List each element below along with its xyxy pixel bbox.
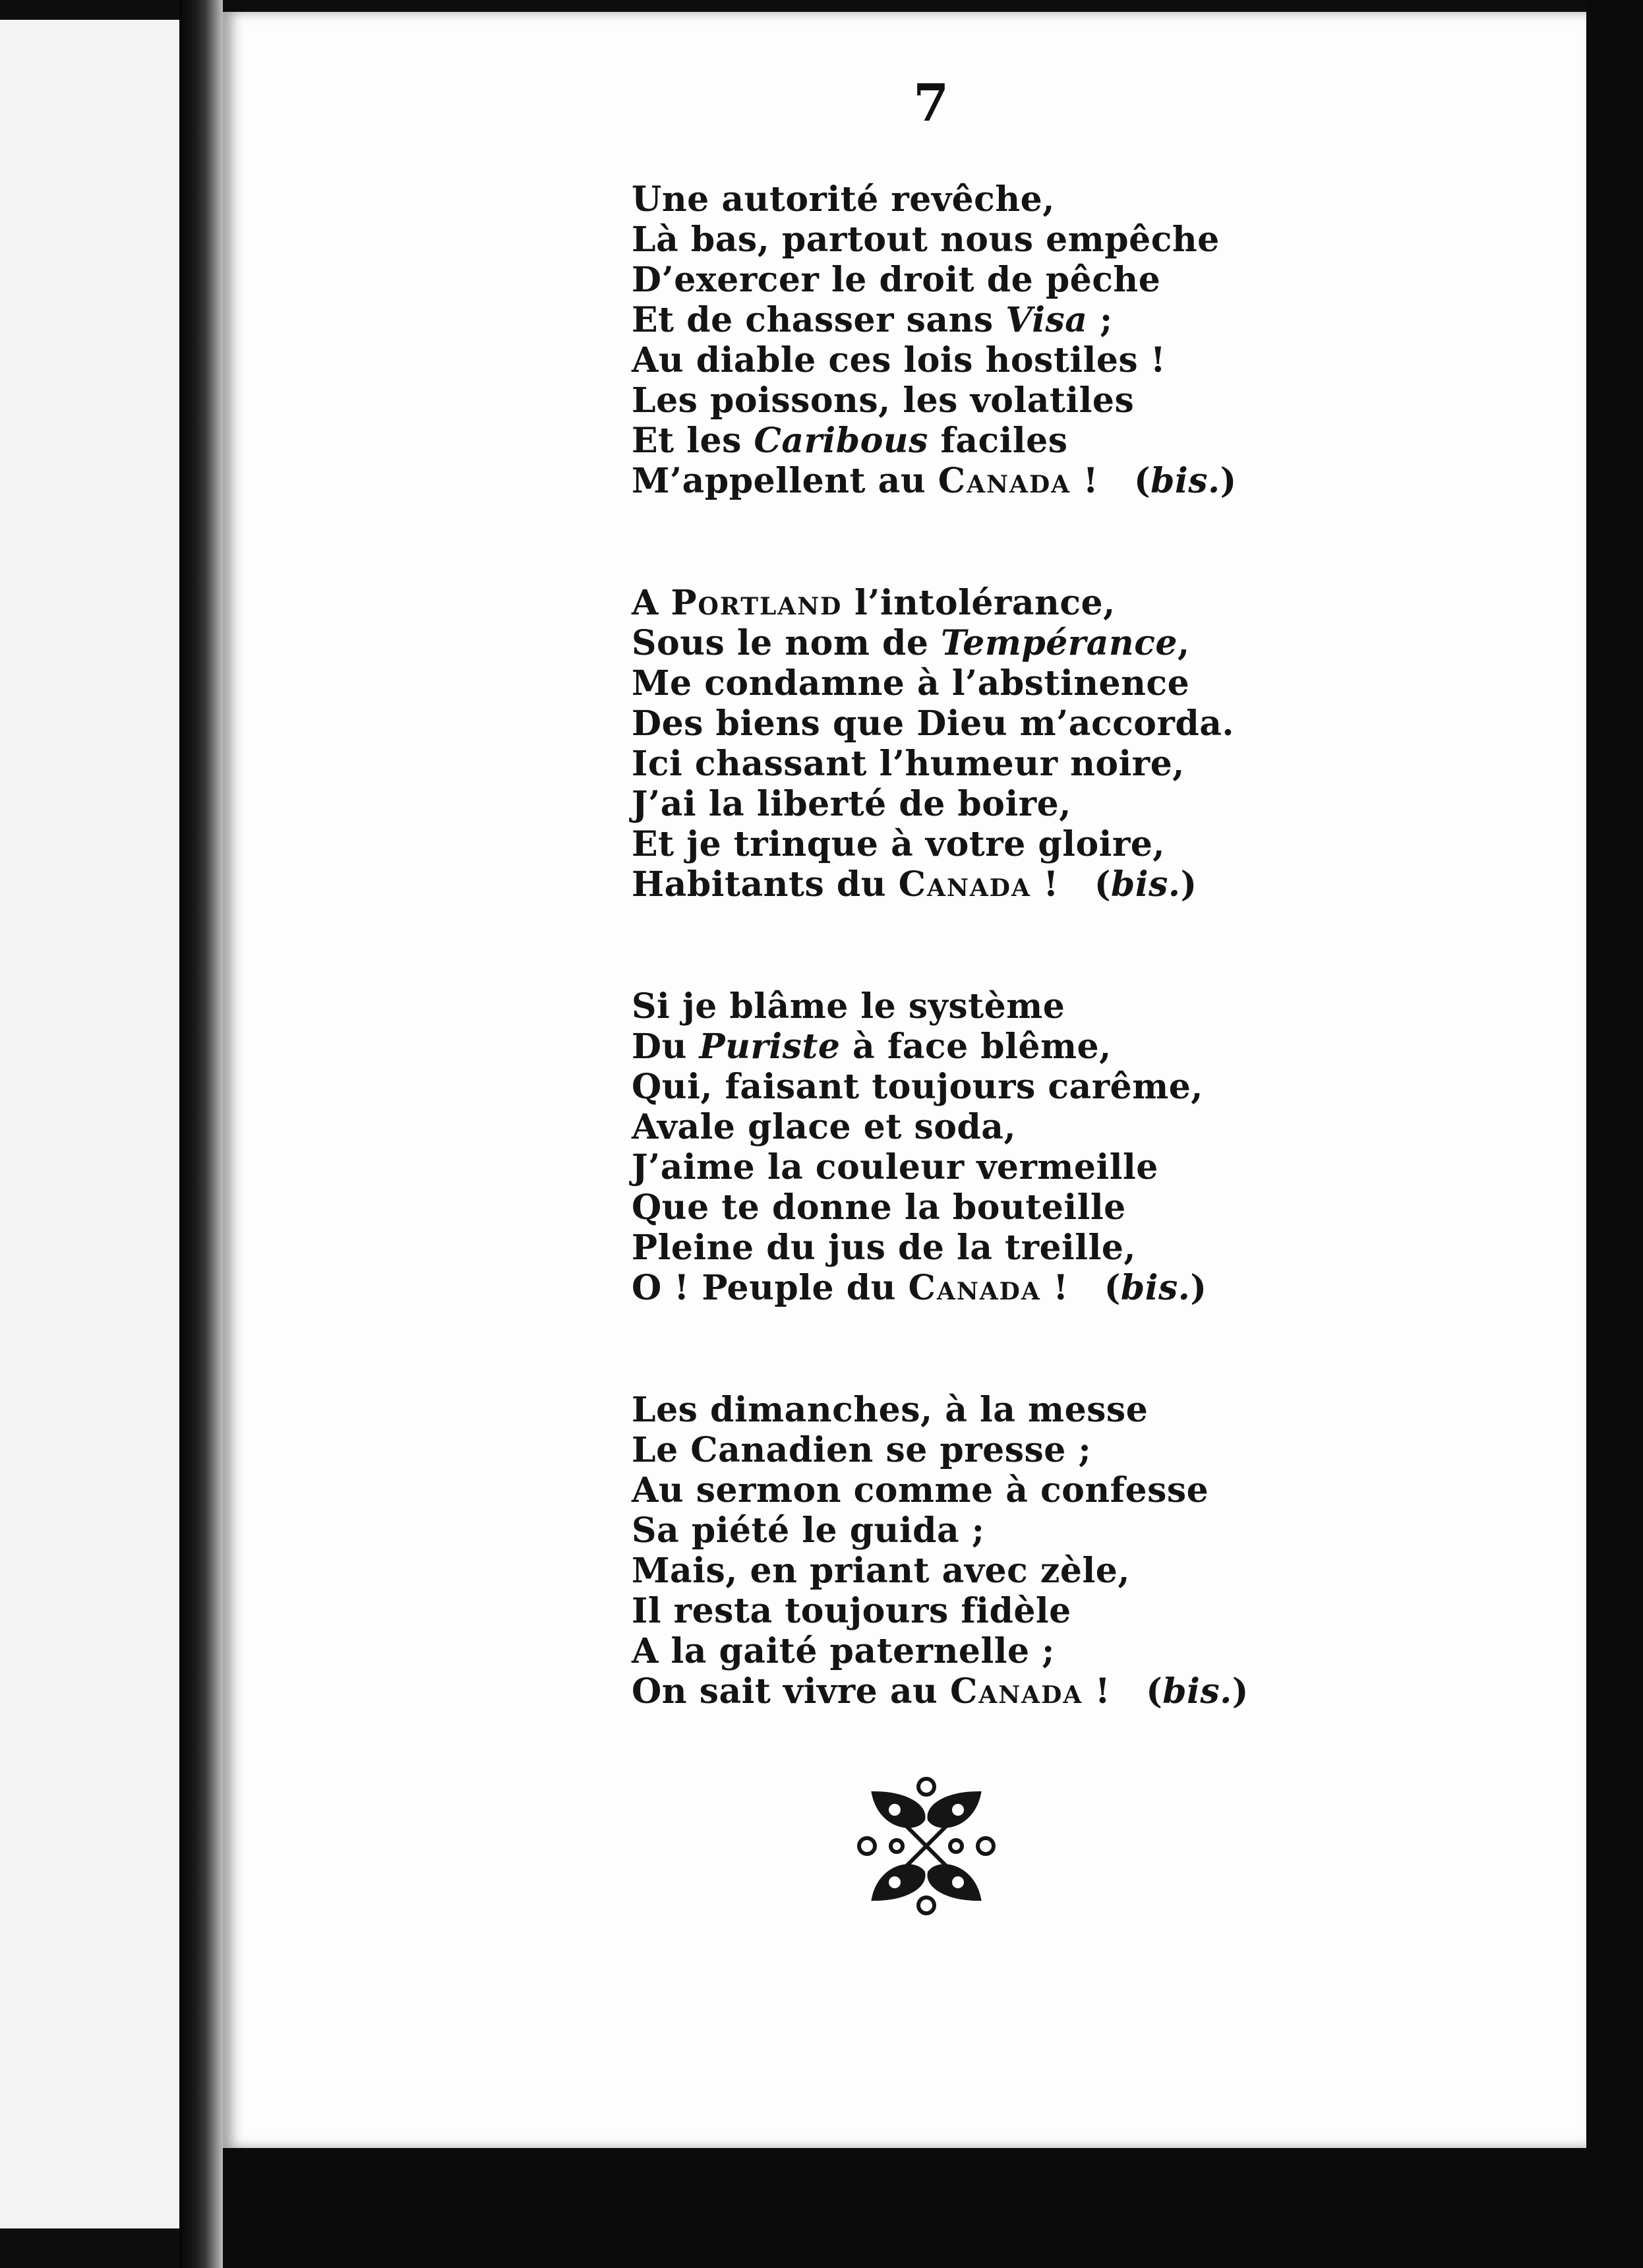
refrain-mark: (bis.) [1146,1671,1249,1712]
verse-line: J’aime la couleur vermeille [632,1147,1158,1187]
page-number: 7 [913,73,949,133]
verse-line: Ici chassant l’humeur noire, [632,744,1185,784]
verse-line: Mais, en priant avec zèle, [632,1551,1130,1591]
verse-line: Que te donne la bouteille [632,1187,1126,1228]
verse-line: A Portland l’intolérance, [632,583,1116,623]
verse-line: J’ai la liberté de boire, [632,784,1071,824]
verse-line: Pleine du jus de la treille, [632,1228,1137,1268]
verse-line: Et je trinque à votre gloire, [632,824,1166,864]
verse-line: A la gaité paternelle ; [632,1631,1055,1671]
verse-line: Au diable ces lois hostiles ! [632,340,1166,380]
verse-line: Avale glace et soda, [632,1107,1017,1147]
verse-line: Sous le nom de Tempérance, [632,623,1190,663]
verse-line: Me condamne à l’abstinence [632,663,1190,703]
scan-border-right [1586,0,1643,2268]
scan-border-bottom [223,2148,1586,2268]
verse-line: Sa piété le guida ; [632,1510,985,1551]
verse-line: Au sermon comme à confesse [632,1470,1209,1510]
verse-line: Les poissons, les volatiles [632,380,1135,421]
refrain-mark: (bis.) [1134,461,1237,501]
verse-line: O ! Peuple du Canada ! (bis.) [632,1268,1207,1308]
verse-line: Qui, faisant toujours carême, [632,1067,1203,1107]
verse-line: Du Puriste à face blême, [632,1027,1112,1067]
verse-line: Et de chasser sans Visa ; [632,300,1113,340]
refrain-mark: (bis.) [1094,864,1197,905]
verse-line: Les dimanches, à la messe [632,1390,1149,1430]
previous-page-edge [0,20,179,2228]
verse-line: On sait vivre au Canada ! (bis.) [632,1671,1249,1712]
verse-line: Si je blâme le système [632,986,1065,1027]
verse-line: Des biens que Dieu m’accorda. [632,703,1235,744]
stanza [632,986,1555,1308]
verse-line: Et les Caribous faciles [632,421,1068,461]
verse-line: Le Canadien se presse ; [632,1430,1092,1470]
stanza [632,583,1555,905]
fleuron-ornament-icon [854,1774,999,1919]
verse-line: Une autorité revêche, [632,179,1055,220]
verse-line: Il resta toujours fidèle [632,1591,1071,1631]
refrain-mark: (bis.) [1104,1268,1207,1308]
verse-line: D’exercer le droit de pêche [632,260,1161,300]
verse-line: Habitants du Canada ! (bis.) [632,864,1197,905]
stanza [632,179,1555,501]
verse-line: M’appellent au Canada ! (bis.) [632,461,1237,501]
poem-text [632,179,1555,1793]
verse-line: Là bas, partout nous empêche [632,220,1220,260]
stanza [632,1390,1555,1712]
book-binding-gutter [179,0,223,2268]
